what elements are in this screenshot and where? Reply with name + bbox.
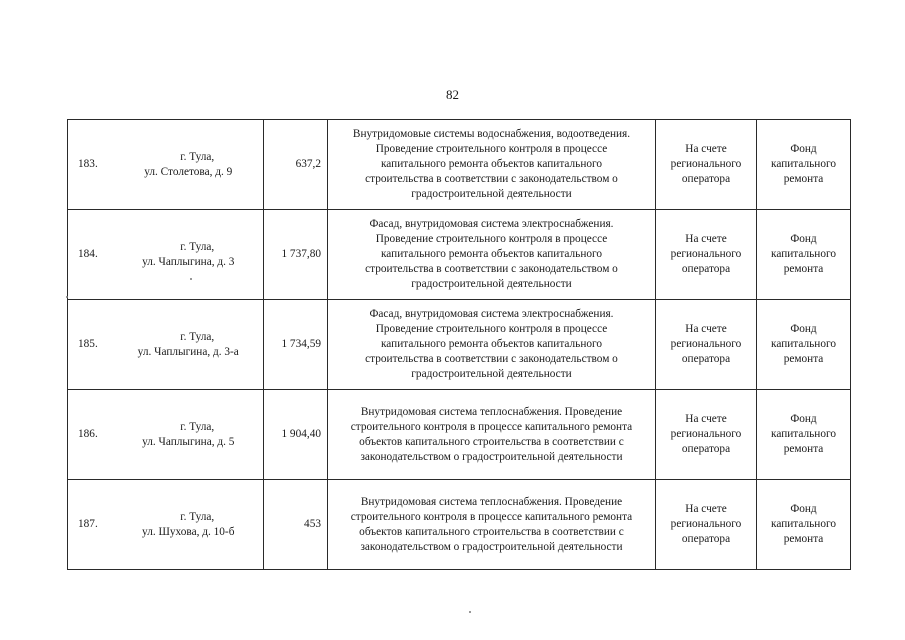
address-cell bbox=[114, 480, 264, 570]
description-line: строительства в соответствии с законодательством о bbox=[365, 263, 618, 275]
method-line: оператора bbox=[681, 353, 731, 365]
scan-speck bbox=[469, 611, 471, 613]
description-line: Фасад, внутридомовая система электроснабжения. bbox=[369, 308, 614, 320]
method-line: регионального bbox=[670, 338, 742, 350]
source-line: ремонта bbox=[783, 353, 824, 365]
source-cell bbox=[757, 300, 851, 390]
source-line: капитального bbox=[771, 248, 836, 260]
source-line: Фонд bbox=[790, 143, 817, 155]
description-line: капитального ремонта объектов капитального bbox=[380, 338, 603, 350]
source-line: капитального bbox=[771, 518, 836, 530]
method-line: оператора bbox=[681, 443, 731, 455]
description-cell bbox=[328, 390, 656, 480]
description-line: строительства в соответствии с законодательством о bbox=[365, 353, 618, 365]
area-cell: 1 737,80 bbox=[264, 210, 328, 300]
address-street: ул. Чаплыгина, д. 3 bbox=[142, 255, 235, 268]
method-cell bbox=[656, 300, 757, 390]
method-line: оператора bbox=[681, 263, 731, 275]
source-line: Фонд bbox=[790, 413, 817, 425]
description-cell bbox=[328, 300, 656, 390]
area-cell: 453 bbox=[264, 480, 328, 570]
source-line: капитального bbox=[771, 428, 836, 440]
address-street: ул. Столетова, д. 9 bbox=[144, 165, 233, 178]
row-number: 185. bbox=[68, 300, 114, 390]
description-line: объектов капитального строительства в соответствии с bbox=[359, 435, 624, 448]
description-line: Внутридомовая система теплоснабжения. Проведение bbox=[360, 405, 623, 418]
address-cell bbox=[114, 300, 264, 390]
source-line: ремонта bbox=[783, 533, 824, 545]
method-line: На счете bbox=[685, 143, 727, 155]
description-line: законодательством о градостроительной деятельности bbox=[360, 450, 623, 463]
description-line: строительного контроля в процессе капитального ремонта bbox=[350, 510, 633, 523]
page-number: 82 bbox=[446, 87, 459, 102]
description-line: законодательством о градостроительной деятельности bbox=[360, 540, 623, 553]
source-line: Фонд bbox=[790, 233, 817, 245]
source-cell bbox=[757, 480, 851, 570]
method-line: На счете bbox=[685, 503, 727, 515]
address-street: ул. Шухова, д. 10-б bbox=[142, 525, 235, 538]
source-line: капитального bbox=[771, 158, 836, 170]
method-line: На счете bbox=[685, 323, 727, 335]
address-cell bbox=[114, 210, 264, 300]
source-cell bbox=[757, 120, 851, 210]
source-line: ремонта bbox=[783, 173, 824, 185]
row-number: 186. bbox=[68, 390, 114, 480]
description-line: Внутридомовая система теплоснабжения. Проведение bbox=[360, 495, 623, 508]
table-row bbox=[68, 480, 851, 570]
method-line: На счете bbox=[685, 233, 727, 245]
description-line: градостроительной деятельности bbox=[411, 188, 572, 200]
table-row bbox=[68, 120, 851, 210]
method-line: оператора bbox=[681, 533, 731, 545]
description-line: градостроительной деятельности bbox=[411, 278, 572, 290]
description-cell bbox=[328, 210, 656, 300]
works-table bbox=[67, 119, 851, 570]
address-cell bbox=[114, 120, 264, 210]
method-line: регионального bbox=[670, 428, 742, 440]
description-line: Фасад, внутридомовая система электроснабжения. bbox=[369, 218, 614, 230]
source-cell bbox=[757, 210, 851, 300]
description-line: строительства в соответствии с законодательством о bbox=[365, 173, 618, 185]
address-cell bbox=[114, 390, 264, 480]
scan-speck bbox=[190, 278, 192, 280]
address-street: ул. Чаплыгина, д. 3-а bbox=[137, 345, 239, 358]
description-line: строительного контроля в процессе капитального ремонта bbox=[350, 420, 633, 433]
method-line: оператора bbox=[681, 173, 731, 185]
source-line: Фонд bbox=[790, 503, 817, 515]
source-line: Фонд bbox=[790, 323, 817, 335]
method-line: На счете bbox=[685, 413, 727, 425]
source-cell bbox=[757, 390, 851, 480]
address-street: ул. Чаплыгина, д. 5 bbox=[142, 435, 235, 448]
row-number: 187. bbox=[68, 480, 114, 570]
description-line: объектов капитального строительства в соответствии с bbox=[359, 525, 624, 538]
address-city: г. Тула, bbox=[180, 510, 215, 523]
description-line: Проведение строительного контроля в процессе bbox=[375, 233, 608, 245]
table-row bbox=[68, 390, 851, 480]
description-line: капитального ремонта объектов капитального bbox=[380, 248, 603, 260]
source-line: ремонта bbox=[783, 263, 824, 275]
address-city: г. Тула, bbox=[180, 240, 215, 253]
area-cell: 1 734,59 bbox=[264, 300, 328, 390]
scan-speck bbox=[66, 296, 68, 298]
description-line: градостроительной деятельности bbox=[411, 368, 572, 380]
description-line: Внутридомовые системы водоснабжения, водоотведения. bbox=[352, 128, 631, 140]
area-cell: 1 904,40 bbox=[264, 390, 328, 480]
method-cell bbox=[656, 390, 757, 480]
method-cell bbox=[656, 210, 757, 300]
table-row bbox=[68, 300, 851, 390]
description-cell bbox=[328, 480, 656, 570]
description-line: Проведение строительного контроля в процессе bbox=[375, 143, 608, 155]
method-cell bbox=[656, 480, 757, 570]
method-line: регионального bbox=[670, 158, 742, 170]
address-city: г. Тула, bbox=[180, 420, 215, 433]
method-line: регионального bbox=[670, 248, 742, 260]
area-cell: 637,2 bbox=[264, 120, 328, 210]
method-cell bbox=[656, 120, 757, 210]
table-row bbox=[68, 210, 851, 300]
row-number: 184. bbox=[68, 210, 114, 300]
source-line: ремонта bbox=[783, 443, 824, 455]
row-number: 183. bbox=[68, 120, 114, 210]
address-city: г. Тула, bbox=[180, 330, 215, 343]
description-line: капитального ремонта объектов капитального bbox=[380, 158, 603, 170]
method-line: регионального bbox=[670, 518, 742, 530]
address-city: г. Тула, bbox=[180, 150, 215, 163]
description-line: Проведение строительного контроля в процессе bbox=[375, 323, 608, 335]
description-cell bbox=[328, 120, 656, 210]
source-line: капитального bbox=[771, 338, 836, 350]
